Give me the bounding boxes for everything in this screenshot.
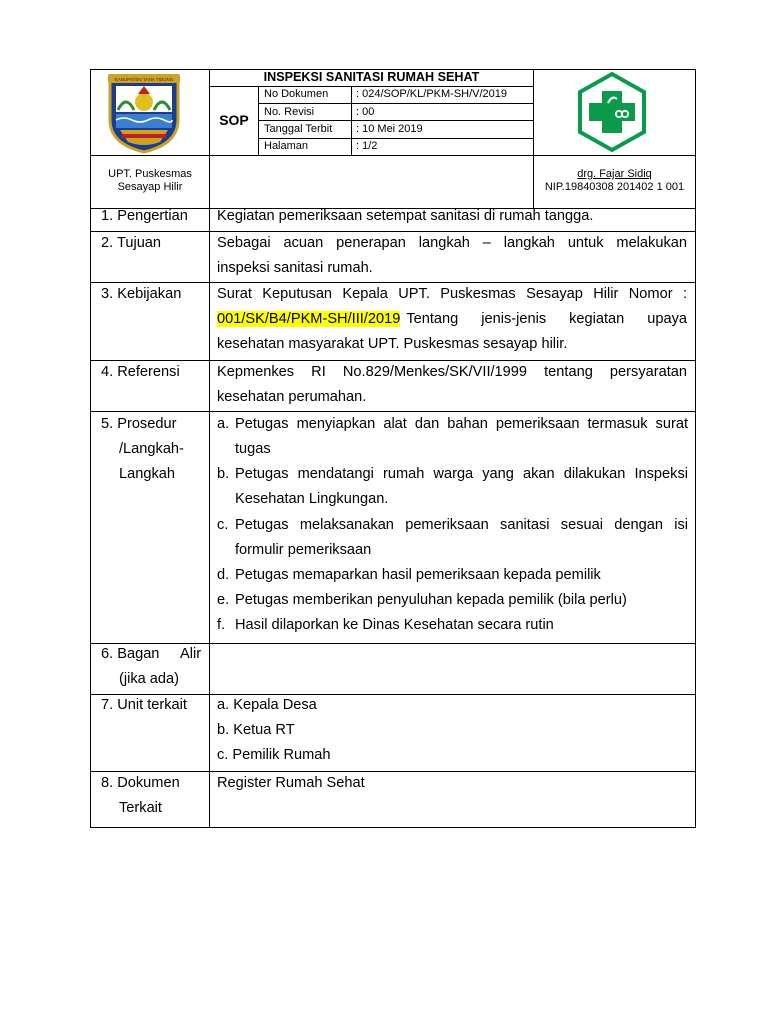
header-border-right xyxy=(695,69,696,209)
text-tujuan-line-1: Sebagai acuan penerapan langkah – langkah untuk melakukan xyxy=(217,235,687,251)
label-bagan-line-1: 6. Bagan xyxy=(101,646,160,662)
procedure-step-f: Hasil dilaporkan ke Dinas Kesehatan secara rutin xyxy=(235,617,554,633)
unit-item-a: a. Kepala Desa xyxy=(217,697,317,713)
procedure-marker-b: b. xyxy=(217,466,230,482)
label-kebijakan: 3. Kebijakan xyxy=(101,286,182,302)
row-line-6 xyxy=(90,694,696,695)
text-tujuan-line-2: inspeksi sanitasi rumah. xyxy=(217,260,373,276)
procedure-step-c-line-1: Petugas melaksanakan pemeriksaan sanitasi sesuai dengan isi xyxy=(235,517,688,533)
meta-value-tanggal-terbit: : 10 Mei 2019 xyxy=(356,123,423,135)
org-name-line-2: Sesayap Hilir xyxy=(117,181,183,193)
procedure-marker-c: c. xyxy=(217,517,229,533)
header-divider-logo xyxy=(209,69,210,209)
unit-item-b: b. Ketua RT xyxy=(217,722,295,738)
row-line-5 xyxy=(90,643,696,644)
sop-label: SOP xyxy=(219,112,249,128)
label-bagan-line-2: (jika ada) xyxy=(119,671,180,687)
meta-label-no-dokumen: No Dokumen xyxy=(264,88,329,100)
meta-label-no-revisi: No. Revisi xyxy=(264,106,315,118)
emblem-banner-text: KABUPATEN TANA TIDUNG xyxy=(114,77,174,82)
puskesmas-health-cross-icon xyxy=(571,71,653,153)
sk-number-highlight: 001/SK/B4/PKM-SH/III/2019 xyxy=(217,311,401,327)
text-referensi-line-1: Kepmenkes RI No.829/Menkes/SK/VII/1999 tentang persyaratan xyxy=(217,364,687,380)
label-tujuan: 2. Tujuan xyxy=(101,235,162,251)
label-prosedur-line-2: /Langkah- xyxy=(119,441,184,457)
label-referensi: 4. Referensi xyxy=(101,364,180,380)
procedure-step-a-line-2: tugas xyxy=(235,441,271,457)
unit-item-c: c. Pemilik Rumah xyxy=(217,747,331,763)
label-pengertian: 1. Pengertian xyxy=(101,208,188,224)
label-unit-terkait: 7. Unit terkait xyxy=(101,697,187,713)
meta-value-no-dokumen: : 024/SOP/KL/PKM-SH/V/2019 xyxy=(356,88,508,100)
sop-divider xyxy=(258,86,259,156)
org-name-line-1: UPT. Puskesmas xyxy=(108,168,192,180)
row-line-4 xyxy=(90,411,696,412)
text-kebijakan-line-2 xyxy=(217,311,687,327)
procedure-marker-d: d. xyxy=(217,567,230,583)
procedure-marker-a: a. xyxy=(217,416,230,432)
meta-label-tanggal-terbit: Tanggal Terbit xyxy=(264,123,333,135)
procedure-step-b-line-1: Petugas mendatangi rumah warga yang akan dilakukan Inspeksi xyxy=(235,466,688,482)
body-border-left xyxy=(90,208,91,828)
procedure-step-a-line-1: Petugas menyiapkan alat dan bahan pemeriksaan termasuk surat xyxy=(235,416,688,432)
text-pengertian: Kegiatan pemeriksaan setempat sanitasi di rumah tangga. xyxy=(217,208,594,224)
procedure-step-c-line-2: formulir pemeriksaan xyxy=(235,542,372,558)
label-bagan-line-1b: Alir xyxy=(180,646,202,662)
procedure-step-d: Petugas memaparkan hasil pemeriksaan kepada pemilik xyxy=(235,567,601,583)
meta-value-halaman: : 1/2 xyxy=(356,140,378,152)
label-prosedur-line-1: 5. Prosedur xyxy=(101,416,177,432)
sk-number-rest: Tentang jenis-jenis kegiatan upaya xyxy=(406,311,687,327)
row-line-3 xyxy=(90,360,696,361)
header-divider-mid xyxy=(90,155,696,156)
text-kebijakan-line-1: Surat Keputusan Kepala UPT. Puskesmas Sesayap Hilir Nomor : xyxy=(217,286,687,302)
procedure-step-b-line-2: Kesehatan Lingkungan. xyxy=(235,491,389,507)
procedure-step-e: Petugas memberikan penyuluhan kepada pemilik (bila perlu) xyxy=(235,592,627,608)
meta-row-line-2 xyxy=(258,120,534,121)
row-line-2 xyxy=(90,282,696,283)
meta-divider xyxy=(351,86,352,156)
kabupaten-emblem-icon xyxy=(104,72,184,154)
body-column-divider xyxy=(209,208,210,828)
procedure-marker-f: f. xyxy=(217,617,226,633)
signer-name: drg. Fajar Sidiq xyxy=(577,168,652,180)
text-referensi-line-2: kesehatan perumahan. xyxy=(217,389,367,405)
procedure-marker-e: e. xyxy=(217,592,230,608)
meta-row-line-1 xyxy=(258,103,534,104)
document-title: INSPEKSI SANITASI RUMAH SEHAT xyxy=(263,70,480,84)
text-kebijakan-line-3: kesehatan masyarakat UPT. Puskesmas sesayap hilir. xyxy=(217,336,568,352)
meta-label-halaman: Halaman xyxy=(264,140,309,152)
signer-nip: NIP.19840308 201402 1 001 xyxy=(544,181,685,193)
label-dokumen-line-1: 8. Dokumen xyxy=(101,775,180,791)
text-dokumen: Register Rumah Sehat xyxy=(217,775,365,791)
label-prosedur-line-3: Langkah xyxy=(119,466,175,482)
row-line-7 xyxy=(90,771,696,772)
meta-value-no-revisi: : 00 xyxy=(356,106,375,118)
label-dokumen-line-2: Terkait xyxy=(119,800,162,816)
meta-row-line-3 xyxy=(258,138,534,139)
row-line-1 xyxy=(90,231,696,232)
body-border-bottom xyxy=(90,827,696,828)
body-border-right xyxy=(695,208,696,828)
